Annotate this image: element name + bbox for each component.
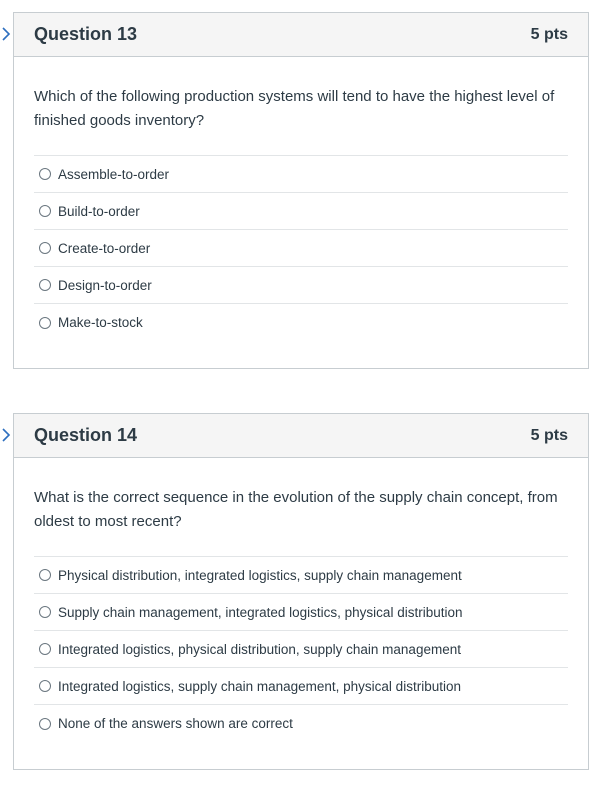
radio-button[interactable] <box>39 569 51 581</box>
answer-label[interactable]: Supply chain management, integrated logistics, physical distribution <box>58 604 463 620</box>
radio-button[interactable] <box>39 242 51 254</box>
answer-option[interactable] <box>34 557 568 594</box>
question-flag-icon[interactable] <box>1 428 11 442</box>
question-header <box>14 414 588 458</box>
question-text: What is the correct sequence in the evolution of the supply chain concept, from oldest to most recent? <box>34 489 558 530</box>
radio-button[interactable] <box>39 205 51 217</box>
question-flag-icon[interactable] <box>1 27 11 41</box>
answer-label[interactable]: Integrated logistics, supply chain management, physical distribution <box>58 678 461 694</box>
answer-option[interactable] <box>34 594 568 631</box>
answer-label[interactable]: Make-to-stock <box>58 315 143 330</box>
radio-button[interactable] <box>39 643 51 655</box>
answer-option[interactable] <box>34 267 568 304</box>
radio-button[interactable] <box>39 680 51 692</box>
radio-button[interactable] <box>39 317 51 329</box>
answer-option[interactable] <box>34 156 568 193</box>
question-14 <box>13 413 589 770</box>
answer-option[interactable] <box>34 193 568 230</box>
answer-option[interactable] <box>34 304 568 341</box>
radio-button[interactable] <box>39 718 51 730</box>
radio-button[interactable] <box>39 279 51 291</box>
question-13 <box>13 12 589 369</box>
radio-button[interactable] <box>39 606 51 618</box>
answer-list <box>34 155 568 341</box>
answer-label[interactable]: Physical distribution, integrated logistics, supply chain management <box>58 567 462 583</box>
question-body <box>14 57 588 341</box>
answer-option[interactable] <box>34 631 568 668</box>
radio-button[interactable] <box>39 168 51 180</box>
answer-label[interactable]: Build-to-order <box>58 203 140 219</box>
answer-label[interactable]: None of the answers shown are correct <box>58 716 293 731</box>
answer-option[interactable] <box>34 668 568 705</box>
question-text: Which of the following production systems will tend to have the highest level of finished goods inventory? <box>34 88 555 129</box>
answer-label[interactable]: Design-to-order <box>58 277 152 293</box>
question-title: Question 14 <box>34 425 138 445</box>
answer-label[interactable]: Assemble-to-order <box>58 166 170 182</box>
question-header <box>14 13 588 57</box>
question-points: 5 pts <box>530 426 568 444</box>
answer-option[interactable] <box>34 230 568 267</box>
question-body <box>14 458 588 742</box>
answer-list <box>34 556 568 742</box>
question-title: Question 13 <box>34 24 138 44</box>
question-points: 5 pts <box>530 25 568 43</box>
answer-option[interactable] <box>34 705 568 742</box>
answer-label[interactable]: Create-to-order <box>58 240 151 256</box>
answer-label[interactable]: Integrated logistics, physical distribution, supply chain management <box>58 641 461 657</box>
